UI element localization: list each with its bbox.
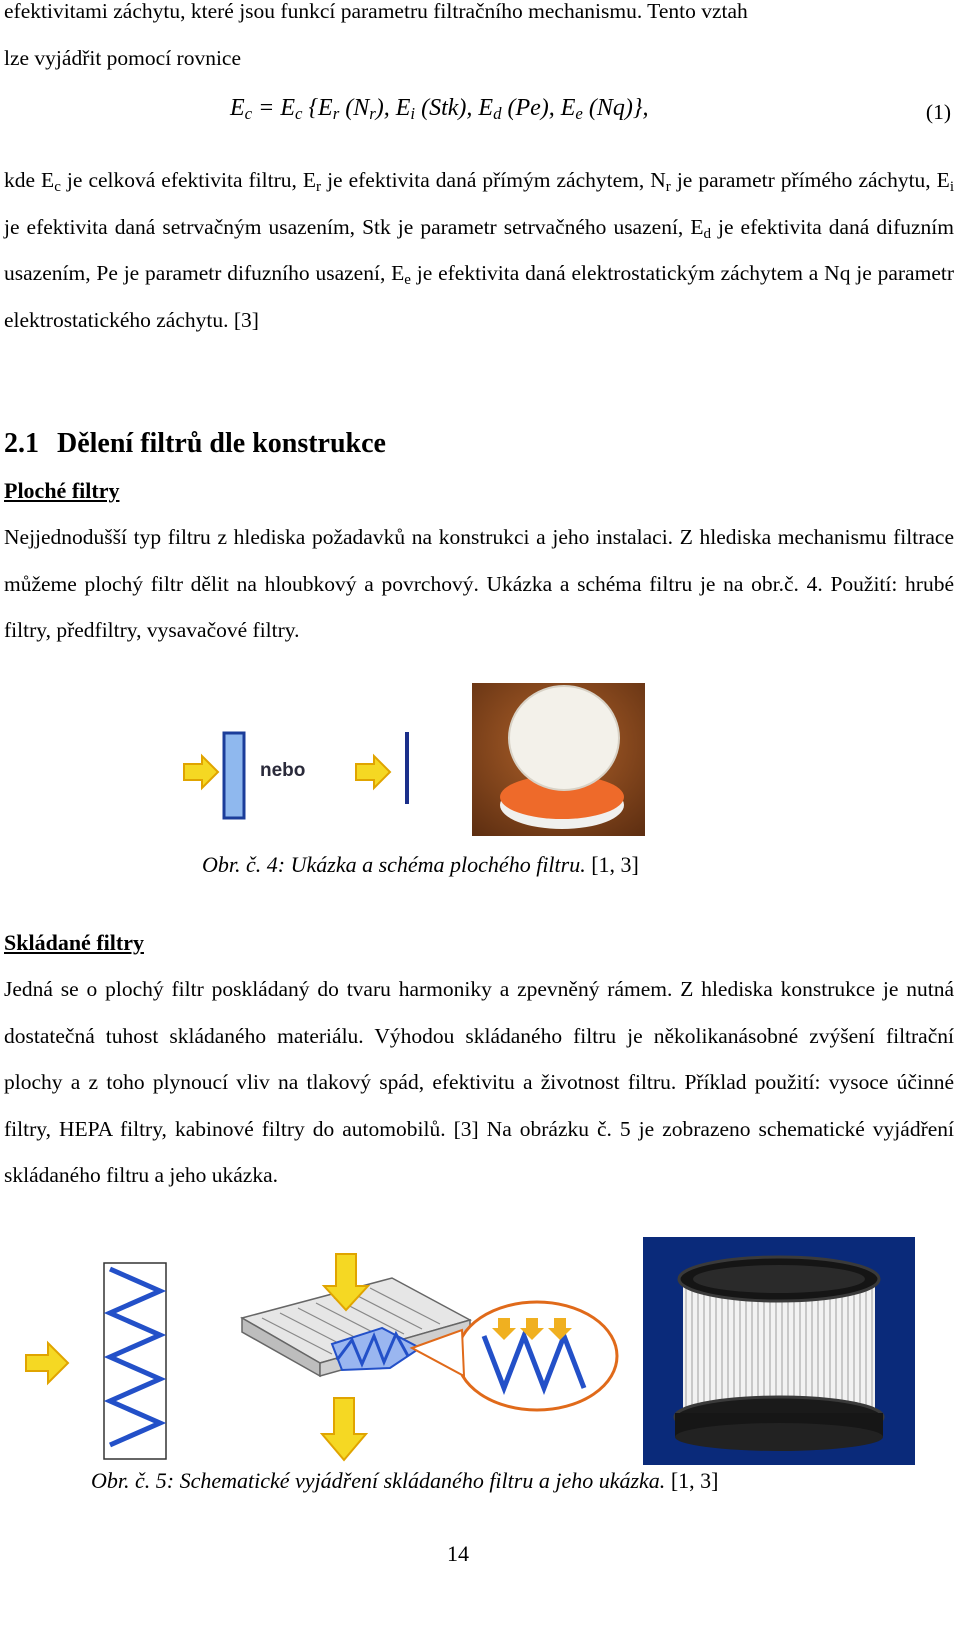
- flat-filter-depth-shape: [224, 733, 244, 818]
- paragraph-intro: [4, 0, 954, 81]
- subheading-flat-filters: Ploché filtry: [4, 478, 120, 503]
- figure-5-pleated-panel-schematic: [222, 1248, 622, 1466]
- figure-4-photo: [472, 683, 645, 836]
- section-title: Dělení filtrů dle konstrukce: [57, 428, 386, 459]
- paragraph-flat-filters: Nejjednodušší typ filtru z hlediska požadavků na konstrukci a jeho instalaci. Z hlediska mechanismu filtrace můžeme plochý filtr dělit na hloubkový a povrchový. Ukázka a schéma filtru je na obr.č. 4. Použití: hrubé filtry, předfiltry, vysavačové filtry.: [4, 525, 954, 642]
- figure-5-caption: Obr. č. 5: Schematické vyjádření skládaného filtru a jeho ukázka. [1, 3]: [91, 1468, 719, 1493]
- figure-5-zigzag-schematic: [20, 1255, 180, 1465]
- arrow-icon: [356, 756, 390, 788]
- nebo-label: nebo: [260, 760, 306, 781]
- flat-filter-surface-shape: [405, 732, 409, 804]
- figure-4-schematic: [176, 700, 426, 840]
- equation-number: (1): [925, 100, 951, 124]
- figure-5-cylindrical-filter-photo: [643, 1237, 915, 1465]
- equation: $E_c = E_c$ {$E_r$ $(N_r)$, $E_i$ (Stk), $E_d$ (Pe), $E_e$ (Nq)},: [230, 95, 649, 124]
- paragraph-pleated-filters: Jedná se o plochý filtr poskládaný do tvaru harmoniky a zpevněný rámem. Z hlediska konstrukce je nutná dostatečná tuhost skládaného materiálu. Výhodou skládaného filtru je několikanásobné zvýšení filtrační plochy a z toho plynoucí vliv na tlakový spád, efektivitu a životnost filtru. Příklad použití: vysoce účinné filtry, HEPA filtry, kabinové filtry do automobilů. [3] Na obrázku č. 5 je zobrazeno schematické vyjádření skládaného filtru a jeho ukázka.: [4, 977, 954, 1187]
- page-number: 14: [447, 1541, 469, 1566]
- paragraph-variables: kde $E_c$ je celková efektivita filtru, $E_r$ je efektivita daná přímým záchytem, $N_r$ je parametr přímého záchytu, $E_i$ je efektivita daná setrvačným usazením, Stk je parametr setrvačného usazení, $E_d$ je efektivita daná difuzním usazením, Pe je parametr difuzního usazení, $E_e$ je efektivita daná elektrostatickým záchytem a Nq je parametr elektrostatického záchytu. [3]: [4, 168, 955, 332]
- filter-disc-white: [509, 686, 619, 790]
- subheading-pleated-filters: Skládané filtry: [4, 930, 144, 955]
- figure-4-caption: Obr. č. 4: Ukázka a schéma plochého filtru. [1, 3]: [202, 852, 639, 877]
- arrow-down-icon: [322, 1398, 366, 1460]
- paragraph-intro-line1: efektivitami záchytu, které jsou funkcí parametru filtračního mechanismu. Tento vztah: [4, 0, 748, 23]
- section-heading: [4, 428, 386, 460]
- arrow-icon: [26, 1343, 68, 1383]
- paragraph-intro-line2: lze vyjádřit pomocí rovnice: [4, 45, 242, 70]
- arrow-icon: [184, 756, 218, 788]
- section-number: 2.1: [4, 428, 39, 459]
